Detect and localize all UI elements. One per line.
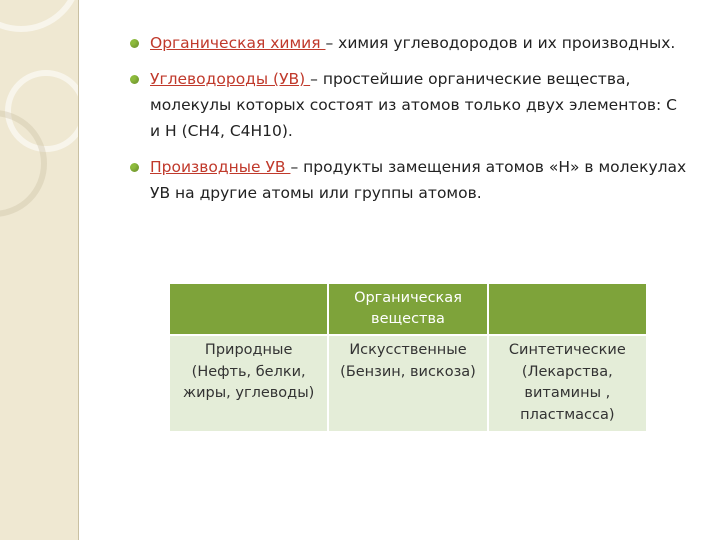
table-cell-synthetic: Синтетические (Лекарства, витамины , пластмасса) [488, 335, 647, 432]
table-cell-artificial: Искусственные (Бензин, вискоза) [328, 335, 487, 432]
bullet-list [130, 30, 690, 216]
bullet-item [130, 66, 690, 144]
decorative-sidebar [0, 0, 79, 540]
bullet-dot-icon [130, 163, 139, 172]
table-header-cell: Органическая вещества [328, 283, 487, 335]
bullet-dot-icon [130, 39, 139, 48]
table-cell-natural: Природные (Нефть, белки, жиры, углеводы) [169, 335, 328, 432]
table-header-row [169, 283, 647, 335]
table-header-cell [169, 283, 328, 335]
term-derivatives: Производные УВ [150, 158, 291, 176]
decorative-ring [0, 0, 79, 32]
table-row [169, 335, 647, 432]
definition-text: – простейшие органические вещества, молекулы которых состоят из атомов только двух элементов: С и Н (CH4, C4H10). [150, 70, 677, 140]
table-header-cell [488, 283, 647, 335]
bullet-item [130, 154, 690, 206]
term-organic-chemistry: Органическая химия [150, 34, 326, 52]
bullet-item [130, 30, 690, 56]
term-hydrocarbons: Углеводороды (УВ) [150, 70, 311, 88]
definition-text: – химия углеводородов и их производных. [325, 34, 676, 52]
classification-table [168, 282, 648, 433]
bullet-dot-icon [130, 75, 139, 84]
definition-text: – продукты замещения атомов «Н» в молекулах УВ на другие атомы или группы атомов. [150, 158, 687, 202]
